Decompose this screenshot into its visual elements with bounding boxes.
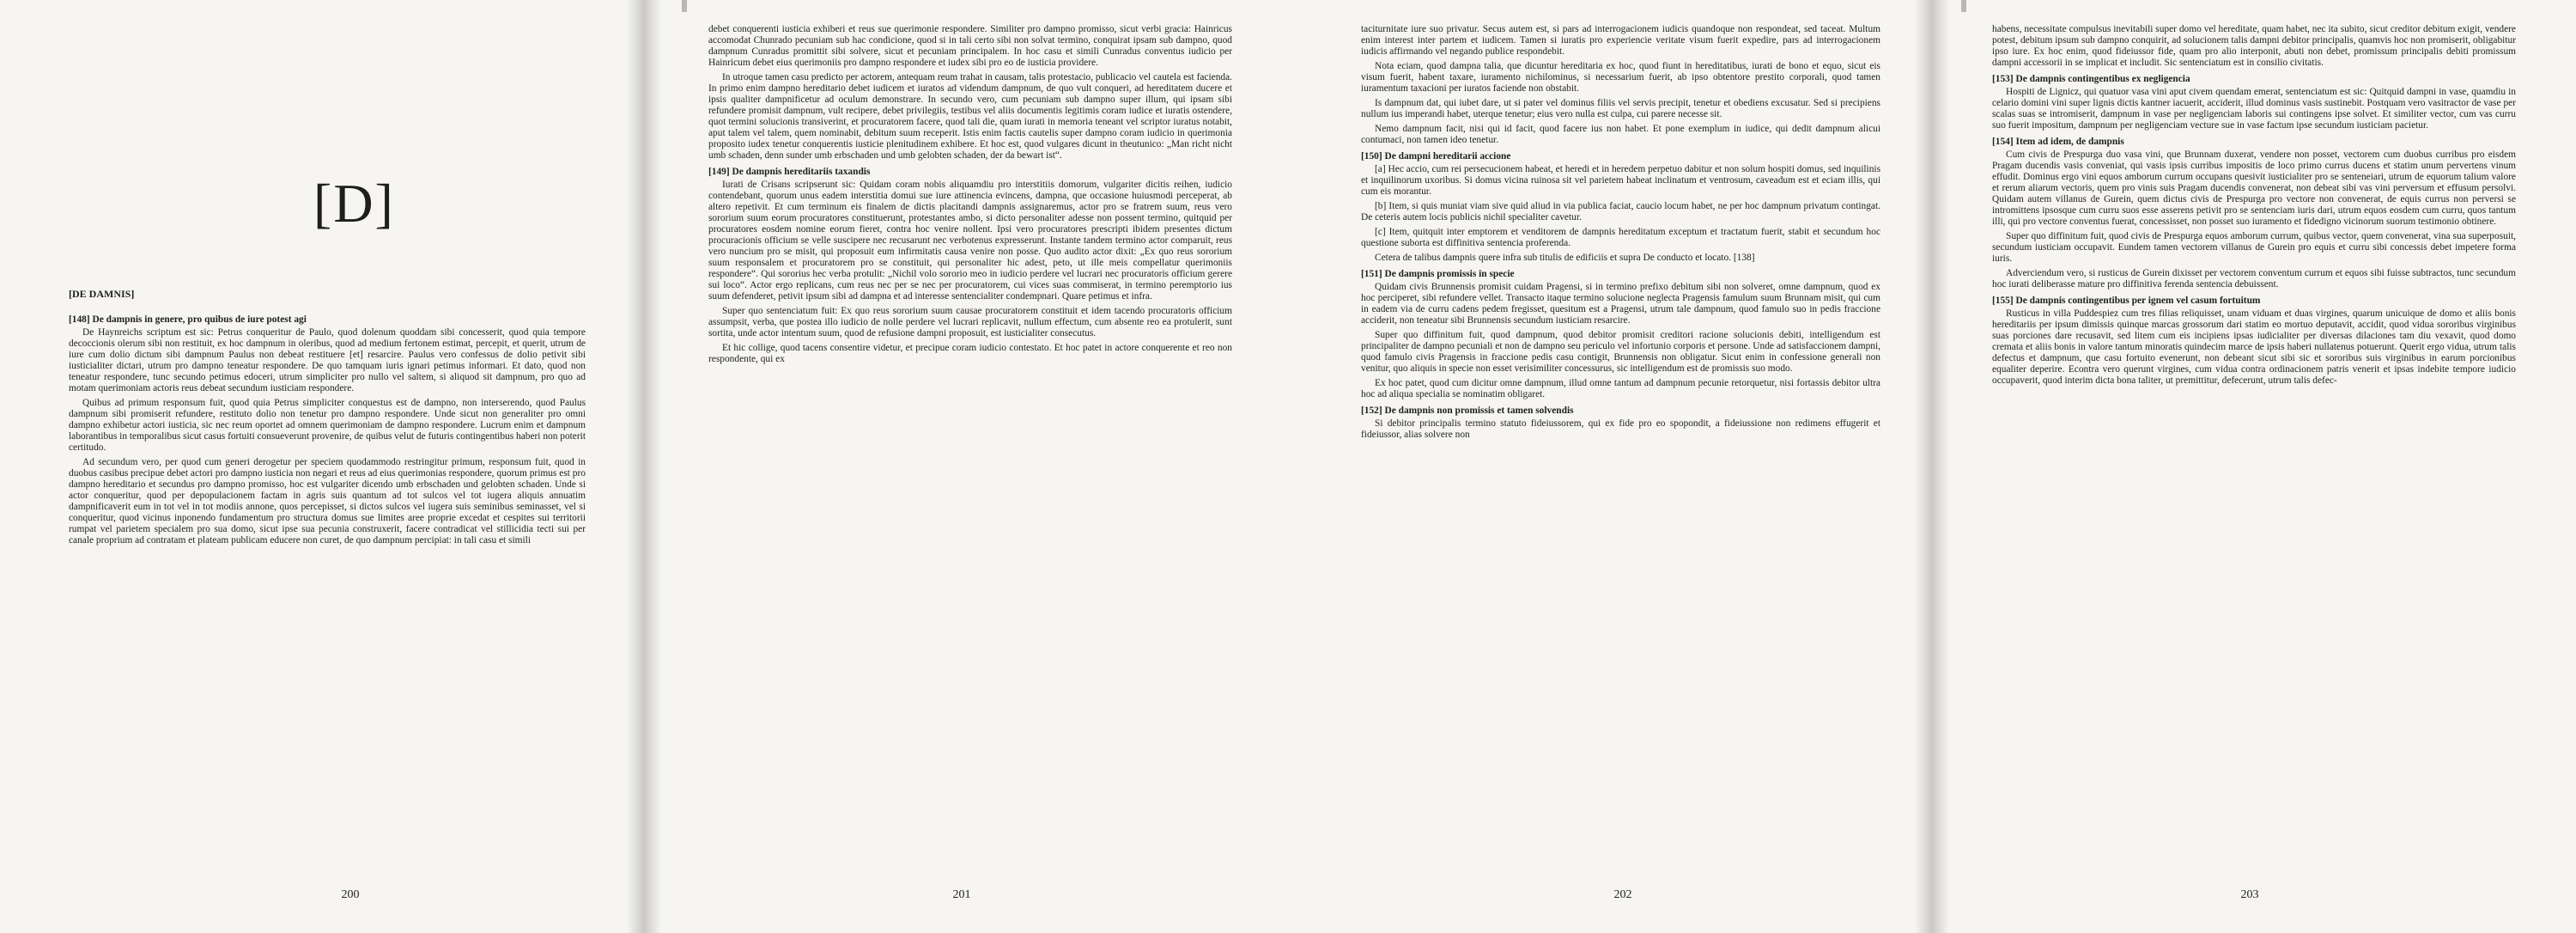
- paragraph: [c] Item, quitquit inter emptorem et venditorem de dampnis hereditatum exceptum et tractatum fuerit, stabit et secundum hoc questione suborta est diffinitiva sentencia proferenda.: [1361, 227, 1880, 248]
- page-number: 202: [1613, 888, 1632, 901]
- paragraph: habens, necessitate compulsus inevitabili super domo vel hereditate, quam habet, nec ita subito, sicut creditor debitum exigit, vendere potest, debitum ipsum sub dampno conquirit, ad solucionem talis dampni debitor principalis, quamvis hoc non promiserit, obligabitur ipso iure. Ex hoc enim, quod fideiussor fide, quam pro alio interponit, abuti non debet, promissum principalis debiti promissum dampni accessorii in se implicat et includit. Sic sentenciatum est in consilio civitatis.: [1992, 24, 2516, 68]
- chapter-letter: [D]: [313, 173, 395, 234]
- paragraph: Ex hoc patet, quod cum dicitur omne dampnum, illud omne tantum ad dampnum pecunie retorquetur, nisi fortassis debitor ultra hoc ad aliqua specialia se nominatim obligaret.: [1361, 378, 1880, 399]
- right-spread: [1288, 0, 2576, 933]
- section-heading: [153] De dampnis contingentibus ex negligencia: [1992, 74, 2190, 84]
- paragraph: Si debitor principalis termino statuto fideiussorem, qui ex fide pro eo spopondit, a fideiussione non redimens effugerit et fideiussor, alias solvere non: [1361, 418, 1880, 440]
- paragraph: [b] Item, si quis muniat viam sive quid aliud in via publica faciat, caucio locum habet, ne per hoc dampnum privatum contingat. De ceteris autem locis publicis nichil specialiter cavetur.: [1361, 201, 1880, 223]
- paragraph: De Haynreichs scriptum est sic: Petrus conqueritur de Paulo, quod dolenum quoddam sibi concesserit, quod quia tempore decoccionis olerum sibi non restituit, ex hoc dampnum in oleribus, quod ad medium fertonem estimat, percepit, et querit, utrum de iure cum dolio dictum sibi dampnum Paulus non debeat restituere [et] resarcire. Paulus vero confessus de dolio petivit sibi iusticialiter dictari, utrum pro dampno teneatur respondere. De quo tamquam iuris ignari petimus informari. Et dato, quod non teneatur respondere, tunc secundo petimus edoceri, utrum simpliciter pro nullo vel saltem, si aliquod sit dampnum, pro quo ad motam querimoniam actoris reus debeat secundum iusticiam respondere.: [69, 327, 586, 393]
- page-203: [1932, 0, 2576, 933]
- page-200: [0, 0, 644, 933]
- page-number: 200: [341, 888, 360, 901]
- paragraph: taciturnitate iure suo privatur. Secus autem est, si pars ad interrogacionem iudicis quandoque non respondeat, sed taceat. Multum enim interest inter partem et iudicem. Tamen si iuratis pro experiencie veritate visum fuerit expedire, pars ad interrogacionem iudicis affirmando vel negando publice respondebit.: [1361, 24, 1880, 57]
- page-number: 203: [2240, 888, 2259, 901]
- paragraph: Rusticus in villa Puddespiez cum tres filias reliquisset, unam viduam et duas virgines, quarum unicuique de domo et aliis bonis hereditariis per ipsum dimissis quinque marcas grossorum dari statim eo mortuo deputavit, accidit, quod vidua sororibus virginibus suas porciones dare recusavit, sed litem cum eis incipiens ipsas iudicialiter per diversas dilaciones tam diu vexavit, quod domo cremata et aliis bonis in valore tantum minoratis quindecim marce de ipsis haberi nullatenus potuerunt. Querit ergo vidua, utrum talis defectus et dampnum, que casu fortuito evenerunt, non debeant sicut sibi sic et sororibus suis virginibus in earum porcionibus equaliter deperire. Econtra vero querunt virgines, cum vidua contra ordinacionem patris venerit et ipsas indebite tempore iudicio occupaverit, quod interim dicta bona taliter, ut premittitur, defecerunt, utrum talis defec-: [1992, 308, 2516, 386]
- paragraph: debet conquerenti iusticia exhiberi et reus sue querimonie respondere. Similiter pro dampno promisso, sicut verbi gracia: Hainricus accomodat Chunrado pecuniam sub hac condicione, quod si in tali certo sibi non solvat termino, conquirat ipsam sub dampno, quod dampnum Cunradus promittit sibi solvere, sicut et pecuniam principalem. In hoc casu et simili Cunradus conventus iudicio per Hainricum debet eius querimoniis pro dampno respondere et iudex sibi pro eo de iusticia providere.: [708, 24, 1232, 68]
- paragraph: Nota eciam, quod dampna talia, que dicuntur hereditaria ex hoc, quod fiunt in hereditatibus, iurati de bono et equo, sicut eis visum fuerit, habent taxare, iuramento nichilominus, si necessarium fuerit, ab ipso obtentore prestito corporali, quod tamen iuramentum taxacioni per iuratos faciende non obstabit.: [1361, 61, 1880, 94]
- section-heading: [150] De dampni hereditarii accione: [1361, 151, 1511, 162]
- paragraph: Is dampnum dat, qui iubet dare, ut si pater vel dominus filiis vel servis precipit, tenetur et obediens excusatur. Sed si precipiens nullum ius imperandi habet, uterque tenetur; eius vero nulla est culpa, cui parere necesse sit.: [1361, 98, 1880, 119]
- section-title: [DE DAMNIS]: [69, 288, 135, 300]
- page-number: 201: [952, 888, 971, 901]
- paragraph: Quibus ad primum responsum fuit, quod quia Petrus simpliciter conquestus est de dampno, non interserendo, quod Paulus dampnum sibi promiserit refundere, restituto dolio non tenetur pro dampno respondere. Unde sicut non generaliter pro omni dampno exhibetur actori iusticia, sic nec reum oportet ad omnem querimoniam de dampno respondere. Lucrum enim et dampnum laborantibus in temporalibus sicut casus fortuiti consueverunt provenire, de quibus velut de futuris contingentibus haberi non poterit certitudo.: [69, 398, 586, 453]
- section-heading: [154] Item ad idem, de dampnis: [1992, 137, 2124, 147]
- page-200-text: [69, 309, 586, 881]
- paragraph: In utroque tamen casu predicto per actorem, antequam reum trahat in causam, talis protestacio, publicacio vel cautela est facienda. In primo enim dampno hereditario debet iudicem et iuratos ad videndum dampnum, de quo vult conqueri, ad hereditatem ducere et ipsis qualiter dampnificetur ad oculum demonstrare. In secundo vero, cum pecuniam sub dampno super illum, qui ipsam sibi refundere promisit dampnum, vult recipere, debet privilegiis, testibus vel aliis documentis legitimis coram iudice et iuratis ostendere, quot termini solucionis transiverint, et procuratorem facere, quod tali die, quam iurati in memoria teneant vel scriptor iuratus notabit, aput talem vel talem, quem nominabit, debitum suum receperit. Istis enim factis cautelis super dampno coram iudicio in querimonia proposito iudex tenetur conquerentis iusticie plenitudinem exhibere. Et hoc est, quod vulgares dicunt in theutunico: „Man richt nicht umb schaden, denn sunder umb erbschaden und umb gelobten schaden, der da bewart ist“.: [708, 72, 1232, 161]
- section-heading: [149] De dampnis hereditariis taxandis: [708, 167, 871, 177]
- paragraph: Ad secundum vero, per quod cum generi derogetur per speciem quodammodo restringitur primum, responsum fuit, quod in duobus casibus precipue debet actori pro dampno iusticia non negari et reus ad eius querimonias respondere, quorum primus est pro dampno hereditario et secundus pro dampno promisso, hoc est vulgariter dicendo umb erbschaden und gelobten schaden. Unde si actor conqueritur, quod per depopulacionem factam in agris suis quantum ad tot sulcos vel tot iugera aliquis annuatim dampnificaverit eum in tot vel in tot modiis annone, quos percepisset, si dictos sulcos vel iugera suis seminibus seminasset, vel si conqueritur, quod vicinus inponendo fundamentum pro structura domus sue limites aree proprie excedat et cespites sui territorii rumpat vel parietem specialem pro sua domo, sicut ipse sua pecunia construxerit, facere contradicat vel stillicidia tecti sui per canale proprium ad contratam et plateam publicam educere non curet, de quo dampnum percipiat: in tali casu et simili: [69, 457, 586, 546]
- paragraph: Quidam civis Brunnensis promisit cuidam Pragensi, si in termino prefixo debitum sibi non solveret, omne dampnum, quod ex hoc perciperet, sibi refundere vellet. Transacto itaque termino solucione neglecta Pragensis famulum suum Brunnam misit, qui cum in eadem via de curru cadens pedem fregisset, quesitum est a Pragensi, utrum tale dampnum, quod famulo suo in pedis fraccione acciderit, non teneatur sibi Brunnensis secundum iusticiam resarcire.: [1361, 282, 1880, 326]
- paragraph: Et hic collige, quod tacens consentire videtur, et precipue coram iudicio contestato. Et hoc patet in actore conquerente et reo non respondente, qui ex: [708, 343, 1232, 364]
- paragraph: Cum civis de Prespurga duo vasa vini, que Brunnam duxerat, vendere non posset, vectorem cum duobus curribus pro eisdem Pragam ducendis vasis conveniat, qui vasis ipsis curribus impositis de loco primo currus ducens et statim unum pervertens vinum effudit. Dominus ergo vini equos amborum currum occupans quesivit iusticialiter pro se senteneiari, utrum de equorum talium valore et rerum aliarum vectoris, quem pro vinis suis Pragam ducendis convenerat, non debeat sibi vas vini perversum et effusum persolvi. Quidam autem villanus de Gurein, quem dictus civis de Prespurga pro vectore non convenerat, de equis currus non perversi se intromittens ipsosque cum curru suos esse asserens petivit pro se sentenciam iuris dari, utrum equos eosdem cum curru, quos tantum illi, qui pro vectore conventus fuerat, concessisset, non posset suo iuramento et fidedigno vicinorum suorum testimonio obtinere.: [1992, 149, 2516, 227]
- section-heading: [148] De dampnis in genere, pro quibus de iure potest agi: [69, 314, 307, 325]
- section-heading: [151] De dampnis promissis in specie: [1361, 269, 1515, 279]
- section-heading: [152] De dampnis non promissis et tamen solvendis: [1361, 406, 1574, 416]
- paragraph: Super quo diffinitum fuit, quod dampnum, quod debitor promisit creditori racione solucionis debiti, intelligendum est principaliter de dampno pecuniali et non de dampno seu periculo vel infortunio corporis et persone. Unde ad satisfaccionem dampni, quod famulo civis Pragensis in fraccione pedis casu contigit, Brunnensis non obligatur. Sicut enim in confessione generali non venitur, quo aliquis in specie non esset verisimiliter concessurus, sic intelligendum est de promissis suo modo.: [1361, 330, 1880, 374]
- paragraph: Cetera de talibus dampnis quere infra sub titulis de edificiis et supra De conducto et locato. [138]: [1375, 253, 1755, 263]
- page-201-text: [708, 24, 1232, 881]
- paragraph: Super quo diffinitum fuit, quod civis de Prespurga equos amborum currum, quibus vector, quem convenerat, vina sua superposuit, secundum iusticiam occupavit. Eundem tamen vectorem villanus de Gurein pro equis et curru sibi concessis debet impetere forma iuris.: [1992, 231, 2516, 264]
- paragraph: [a] Hec accio, cum rei persecucionem habeat, et heredi et in heredem perpetuo dabitur et non solum hospiti domus, sed inquilinis et inquilinorum uxoribus. Si domus vicina ruinosa sit vel parietem habeat inclinatum et ventrosum, caveadum est et eciam illis, qui cum eis morantur.: [1361, 164, 1880, 197]
- paragraph: Iurati de Crisans scripserunt sic: Quidam coram nobis aliquamdiu pro interstitiis domorum, vulgariter dicitis reihen, iudicio contendebant, quorum unus eadem interstitia domui sue iure attinencia evincens, dampna, que occasione huiusmodi perceperat, ab altero repetivit. Et cum terminum eis finalem de dictis placitandi dampnis assignaremus, actor pro se fratrem suum, reus vero sororium suum eorum procuratores constituerunt, protestantes ambo, si dicto personaliter adesse non possent termino, quitquid per procuratores eosdem nomine eorum fieret, contra hoc venire nollent. Ipsi vero procuratores prescripti ibidem presentes dictum procuracionis officium se velle suscipere nec recusarunt nec verbotenus expresserunt. Instante tandem termino actor comparuit, reus vero nuncium pro se misit, qui proposuit eum infirmitatis causa venire non posse. Quo audito actor dixit: „Ex quo reus sororium suum responsalem et procuratorem pro se constituit, qui personaliter hic adest, peto, ut ille meis compellatur querimoniis respondere“. Qui sororius hec verba protulit: „Nichil volo sororio meo in iudicio perdere vel lucrari nec procuratoris officium gerere sui loco“. Actor ergo replicans, cum reus nec per se nec per procuratorem, cui vices suas commiserat, in termino peremptorio ius suum defenderet, petivit ipsum sibi ad dampna et ad interesse sentencialiter condempnari. Quare petimus et infra.: [708, 180, 1232, 302]
- paragraph: Nemo dampnum facit, nisi qui id facit, quod facere ius non habet. Et pone exemplum in iudice, qui dedit dampnum alicui contumaci, non tamen ideo tenetur.: [1361, 124, 1880, 145]
- page-201: [644, 0, 1288, 933]
- page-202: [1288, 0, 1932, 933]
- paragraph: Hospiti de Lignicz, qui quatuor vasa vini aput civem quendam emerat, sentenciatum est sic: Quitquid dampni in vase, quamdiu in celario domini vini super lignis dictis kantner iacuerit, acciderit, illud dominus vasis sustinebit. Postquam vero vasitractor de vase per scalas suas se intromiserit, dampnum in vase per negligenciam laboris sui contingens ipse solvet. Et similiter vector, cum vas curru suo fuerit impositum, dampnum per negligenciam vecture sue in vase factum ipse secundum iusticiam pacietur.: [1992, 87, 2516, 131]
- paragraph: Adverciendum vero, si rusticus de Gurein dixisset per vectorem conventum currum et equos sibi fuisse subtractos, tunc secundum hoc iurati deliberasse mature pro diffinitiva ferenda sentencia debuissent.: [1992, 268, 2516, 290]
- page-202-text: [1361, 24, 1880, 881]
- section-heading: [155] De dampnis contingentibus per ignem vel casum fortuitum: [1992, 296, 2261, 306]
- paragraph: Super quo sentenciatum fuit: Ex quo reus sororium suum causae procuratorem constituit et idem tacendo procuratoris officium assumpsit, verba, que postea illo iudicio de nolle perdere vel lucrari replicavit, nullum effectum, cum absente reo ea protulerit, sunt sortita, unde actor intentum suum, quod de refusione dampni proposuit, est iusticialiter consecutus.: [708, 306, 1232, 338]
- page-203-text: [1992, 24, 2516, 881]
